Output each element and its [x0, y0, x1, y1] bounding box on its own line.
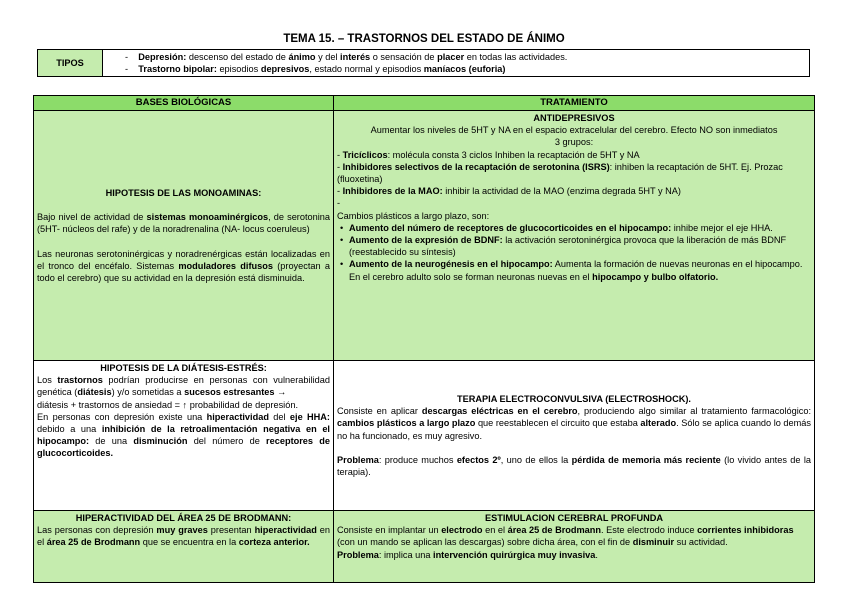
brodmann-cell: [34, 511, 334, 583]
diatesis-p1: Los trastornos podrían producirse en personas con vulnerabilidad genética (diátesis) y/o sometidas a sucesos estresantes →: [37, 375, 330, 398]
terapia-heading: TERAPIA ELECTROCONVULSIVA (ELECTROSHOCK).: [457, 393, 691, 404]
monoaminas-p2: Las neuronas serotoninérgicas y noradrenérgicas están localizadas en el tronco del encéfalo. Sistemas moduladores difusos (proyectan a todo el cerebro) que su actividad en la depresión está disminuida.: [37, 248, 330, 283]
estimulacion-p1: Consiste en implantar un electrodo en el área 25 de Brodmann. Este electrodo induce corrientes inhibidoras (con un mando se aplican las descargas) sobre dicha área, con el fin de disminuir su actividad.: [337, 525, 794, 548]
antidepresivos-intro: Aumentar los niveles de 5HT y NA en el espacio extracelular del cerebro. Efecto NO son inmediatos 3 grupos:: [370, 125, 778, 148]
estimulacion-cell: [334, 511, 815, 583]
monoaminas-heading: HIPOTESIS DE LAS MONOAMINAS:: [105, 187, 262, 198]
main-table: [33, 95, 815, 583]
diatesis-cell: [34, 361, 334, 511]
group-empty: [337, 197, 811, 209]
terapia-cell: [334, 361, 815, 511]
monoaminas-cell: [34, 111, 334, 361]
diatesis-p2: diátesis + trastornos de ansiedad = ↑ probabilidad de depresión.: [37, 399, 298, 410]
antidepresivos-cell: [334, 111, 815, 361]
terapia-p2: Problema: produce muchos efectos 2º, uno de ellos la pérdida de memoria más reciente (lo vivido antes de la terapia).: [337, 454, 811, 477]
plasticos-list: [337, 222, 811, 283]
tipos-bipolar: - Trastorno bipolar: episodios depresivos, estado normal y episodios maníacos (euforia): [125, 64, 506, 74]
plastico-bdnf: • Aumento de la expresión de BDNF: la activación serotoninérgica provoca que la liberación de más BDNF (reestablecido su síntesis): [349, 234, 811, 258]
tipos-label: TIPOS: [38, 50, 103, 77]
tipos-table: [37, 49, 810, 77]
group-triciclicos: - Tricíclicos: molécula consta 3 ciclos Inhiben la recaptación de 5HT y NA: [337, 149, 811, 161]
brodmann-heading: HIPERACTIVIDAD DEL ÁREA 25 DE BRODMANN:: [75, 513, 292, 523]
diatesis-heading: HIPOTESIS DE LA DIÁTESIS-ESTRÉS:: [100, 363, 267, 373]
brodmann-p1: Las personas con depresión muy graves presentan hiperactividad en el área 25 de Brodmann que se encuentra en la corteza anterior.: [37, 525, 330, 548]
antidepresivos-groups: [337, 149, 811, 210]
plastico-receptores: • Aumento del número de receptores de glucocorticoides en el hipocampo: inhibe mejor el eje HHA.: [349, 222, 811, 234]
header-bases: BASES BIOLÓGICAS: [34, 96, 334, 111]
group-imao: - Inhibidores de la MAO: inhibir la actividad de la MAO (enzima degrada 5HT y NA): [337, 185, 811, 197]
header-tratamiento: TRATAMIENTO: [334, 96, 815, 111]
tipos-content: [103, 50, 810, 77]
plastico-neurogenesis: • Aumento de la neurogénesis en el hipocampo: Aumenta la formación de nuevas neuronas en el hipocampo. En el cerebro adulto solo se forman neuronas nuevas en el hipocampo y bulbo olfatorio.: [349, 258, 811, 282]
tipos-depresion: - Depresión: descenso del estado de ánimo y del interés o sensación de placer en todas las actividades.: [125, 52, 568, 62]
group-isrs: - Inhibidores selectivos de la recaptación de serotonina (ISRS): inhiben la recaptación de 5HT. Ej. Prozac (fluoxetina): [337, 161, 811, 185]
antidepresivos-heading: ANTIDEPRESIVOS: [533, 113, 615, 123]
diatesis-p3: En personas con depresión existe una hiperactividad del eje HHA: debido a una inhibición de la retroalimentación negativa en el hipocampo: de una disminución del número de receptores de glucocorticoides.: [37, 411, 330, 459]
estimulacion-p2: Problema: implica una intervención quirúrgica muy invasiva.: [337, 549, 598, 560]
plasticos-intro: Cambios plásticos a largo plazo, son:: [337, 210, 490, 221]
estimulacion-heading: ESTIMULACION CEREBRAL PROFUNDA: [485, 513, 663, 523]
monoaminas-p1: Bajo nivel de actividad de sistemas monoaminérgicos, de serotonina (5HT- núcleos del rafe) y de la noradrenalina (NA- locus coeruleus): [37, 212, 331, 235]
terapia-p1: Consiste en aplicar descargas eléctricas en el cerebro, produciendo algo similar al tratamiento farmacológico: cambios plásticos a largo plazo que reestablecen el circuito que estaba alterado. Sólo se aplica cuando lo demás no ha funcionado, es muy agresivo.: [337, 406, 812, 441]
page-title: TEMA 15. – TRASTORNOS DEL ESTADO DE ÁNIMO: [283, 33, 565, 45]
